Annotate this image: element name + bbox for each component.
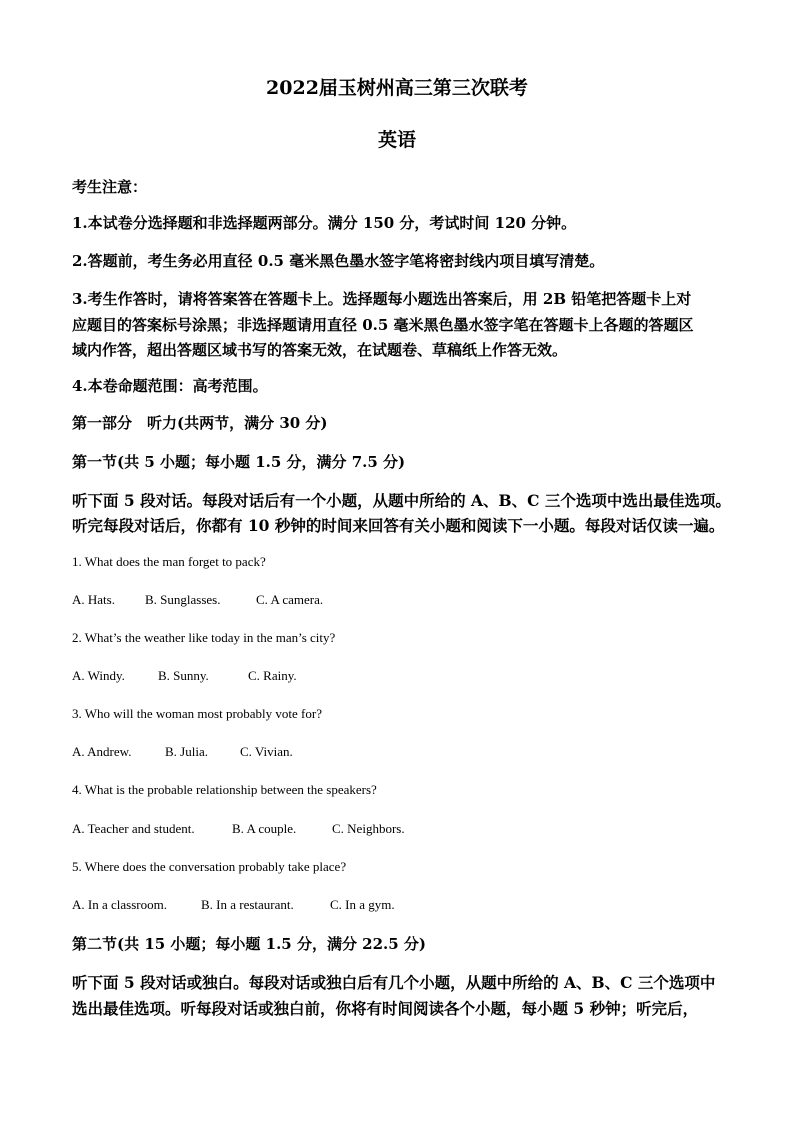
question-3-option-b: B. Julia.: [165, 744, 208, 759]
question-1-options: [72, 592, 732, 608]
question-3-options: [72, 744, 732, 760]
notice-item-3-line1: 3.考生作答时，请将答案答在答题卡上。选择题每小题选出答案后，用 2B 铅笔把答题卡上对: [72, 290, 692, 308]
question-5-option-c: C. In a gym.: [330, 897, 395, 912]
question-2-stem: 2. What’s the weather like today in the man’s city?: [72, 630, 336, 645]
question-5-stem: 5. Where does the conversation probably take place?: [72, 859, 347, 874]
question-2-option-b: B. Sunny.: [158, 668, 209, 683]
section1-instruction-1: 听下面 5 段对话。每段对话后有一个小题，从题中所给的 A、B、C 三个选项中选出最佳选项。: [72, 491, 731, 510]
notice-item-2: 2.答题前，考生务必用直径 0.5 毫米黑色墨水签字笔将密封线内项目填写清楚。: [72, 252, 605, 270]
notice-item-3-line3: 域内作答，超出答题区域书写的答案无效，在试题卷、草稿纸上作答无效。: [72, 341, 568, 359]
question-1-option-a: A. Hats.: [72, 592, 115, 607]
section2-instruction-1: 听下面 5 段对话或独白。每段对话或独白后有几个小题，从题中所给的 A、B、C 三个选项中: [72, 973, 716, 992]
question-4-option-a: A. Teacher and student.: [72, 821, 195, 836]
section2-heading: 第二节(共 15 小题；每小题 1.5 分，满分 22.5 分): [72, 935, 427, 953]
question-1-option-b: B. Sunglasses.: [145, 592, 221, 607]
exam-title: 2022届玉树州高三第三次联考: [266, 77, 528, 99]
question-4-options: [72, 821, 732, 837]
part1-heading: 第一部分 听力(共两节，满分 30 分): [72, 414, 328, 432]
question-3-stem: 3. Who will the woman most probably vote for?: [72, 706, 322, 721]
notice-item-1: 1.本试卷分选择题和非选择题两部分。满分 150 分，考试时间 120 分钟。: [72, 214, 577, 232]
section2-instruction-2: 选出最佳选项。听每段对话或独白前，你将有时间阅读各个小题，每小题 5 秒钟；听完后，: [72, 999, 699, 1018]
question-1-stem: 1. What does the man forget to pack?: [72, 554, 266, 569]
question-5-option-b: B. In a restaurant.: [201, 897, 294, 912]
notice-item-3-line2: 应题目的答案标号涂黑；非选择题请用直径 0.5 毫米黑色墨水签字笔在答题卡上各题的答题区: [72, 316, 694, 334]
question-2-options: [72, 668, 732, 684]
question-3-option-a: A. Andrew.: [72, 744, 132, 759]
question-5-options: [72, 897, 732, 913]
notice-item-4: 4.本卷命题范围：高考范围。: [72, 377, 268, 395]
question-5-option-a: A. In a classroom.: [72, 897, 167, 912]
question-4-stem: 4. What is the probable relationship between the speakers?: [72, 782, 377, 797]
question-3-option-c: C. Vivian.: [240, 744, 293, 759]
section1-instruction-2: 听完每段对话后，你都有 10 秒钟的时间来回答有关小题和阅读下一小题。每段对话仅读一遍。: [72, 516, 725, 535]
section1-heading: 第一节(共 5 小题；每小题 1.5 分，满分 7.5 分): [72, 453, 406, 471]
question-4-option-b: B. A couple.: [232, 821, 297, 836]
question-2-option-a: A. Windy.: [72, 668, 125, 683]
notice-heading: 考生注意：: [72, 178, 148, 196]
question-2-option-c: C. Rainy.: [248, 668, 297, 683]
question-4-option-c: C. Neighbors.: [332, 821, 405, 836]
exam-subject: 英语: [377, 129, 416, 151]
question-1-option-c: C. A camera.: [256, 592, 324, 607]
